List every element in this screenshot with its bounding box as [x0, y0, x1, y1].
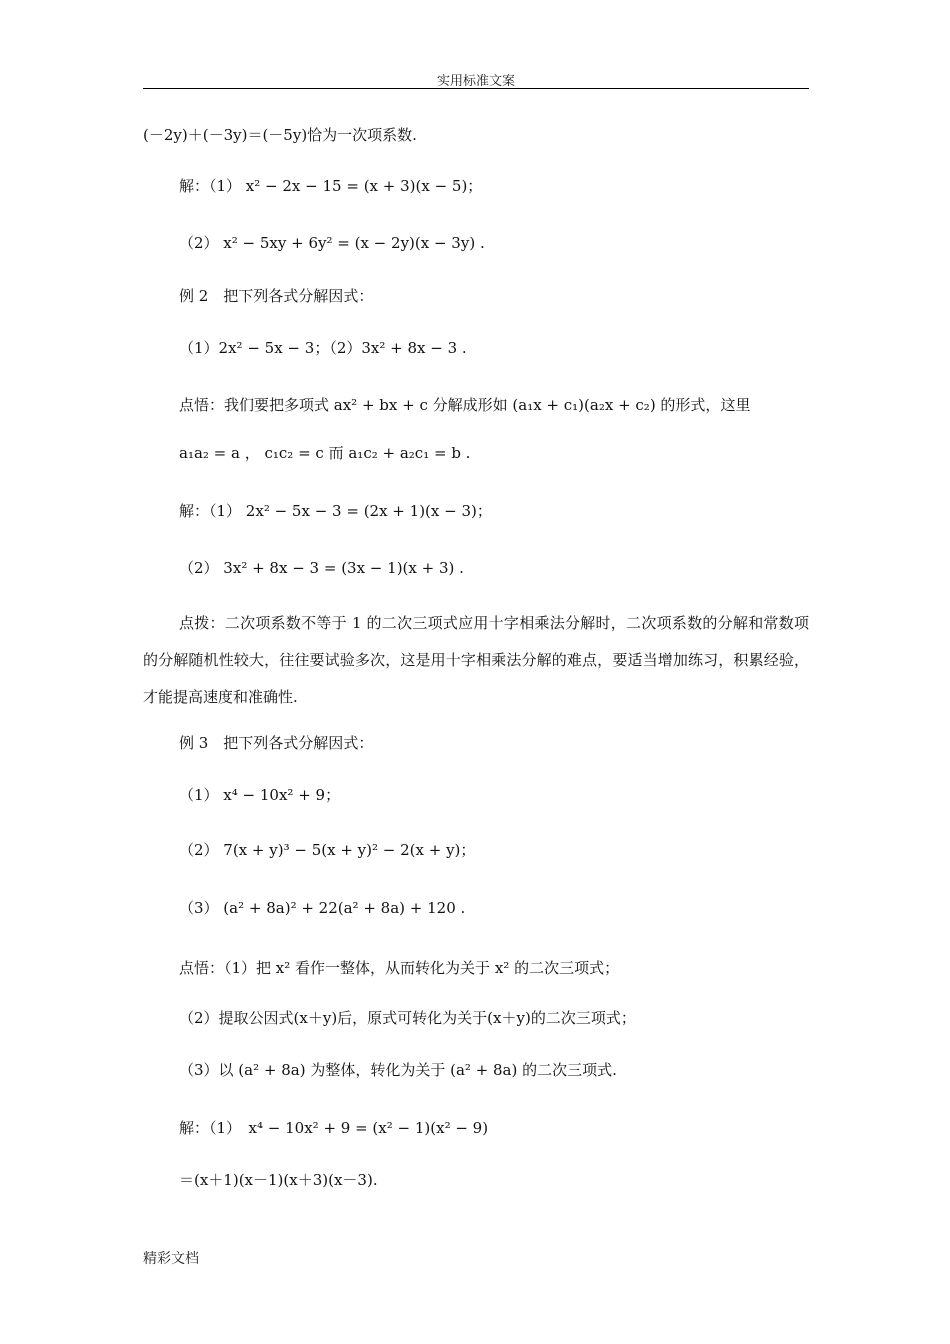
header-divider [143, 88, 809, 89]
text-line: （3） (a² + 8a)² + 22(a² + 8a) + 120 . [179, 899, 466, 917]
text-line: 解：（1） x⁴ − 10x² + 9 = (x² − 1)(x² − 9) [179, 1119, 489, 1137]
text-line: 例 3 把下列各式分解因式： [179, 734, 374, 752]
text-line: （3）以 (a² + 8a) 为整体，转化为关于 (a² + 8a) 的二次三项式. [179, 1061, 617, 1079]
text-line: a₁a₂ = a ， c₁c₂ = c 而 a₁c₂ + a₂c₁ = b . [179, 444, 471, 462]
text-line: 点悟：（1）把 x² 看作一整体，从而转化为关于 x² 的二次三项式； [179, 959, 620, 977]
text-line: ＝(x＋1)(x－1)(x＋3)(x－3). [179, 1171, 378, 1189]
page-header-title: 实用标准文案 [436, 74, 515, 89]
text-line: （2） 7(x + y)³ − 5(x + y)² − 2(x + y)； [179, 841, 476, 859]
text-line: 点悟：我们要把多项式 ax² + bx + c 分解成形如 (a₁x + c₁)(a₂x + c₂) 的形式，这里 [179, 396, 751, 414]
text-line: 解：（1） 2x² − 5x − 3 = (2x + 1)(x − 3)； [179, 502, 492, 520]
text-line: 例 2 把下列各式分解因式： [179, 287, 374, 305]
text-line: （2）提取公因式(x＋y)后，原式可转化为关于(x＋y)的二次三项式； [179, 1009, 636, 1027]
page-footer: 精彩文档 [143, 1251, 199, 1267]
text-line: （2） x² − 5xy + 6y² = (x − 2y)(x − 3y) . [179, 234, 485, 252]
tip-paragraph: 点拨：二次项系数不等于 1 的二次三项式应用十字相乘法分解时，二次项系数的分解和常数项的分解随机性较大，往往要试验多次，这是用十字相乘法分解的难点，要适当增加练习，积累经验，才能提高速度和准确性. [143, 614, 809, 706]
text-line: （1） x⁴ − 10x² + 9； [179, 786, 341, 804]
text-line: 解：（1） x² − 2x − 15 = (x + 3)(x − 5)； [179, 177, 483, 195]
text-line: (－2y)＋(－3y)＝(－5y)恰为一次项系数. [143, 126, 417, 144]
text-line: （1）2x² − 5x − 3；（2）3x² + 8x − 3 . [179, 339, 467, 357]
text-line: （2） 3x² + 8x − 3 = (3x − 1)(x + 3) . [179, 559, 464, 577]
